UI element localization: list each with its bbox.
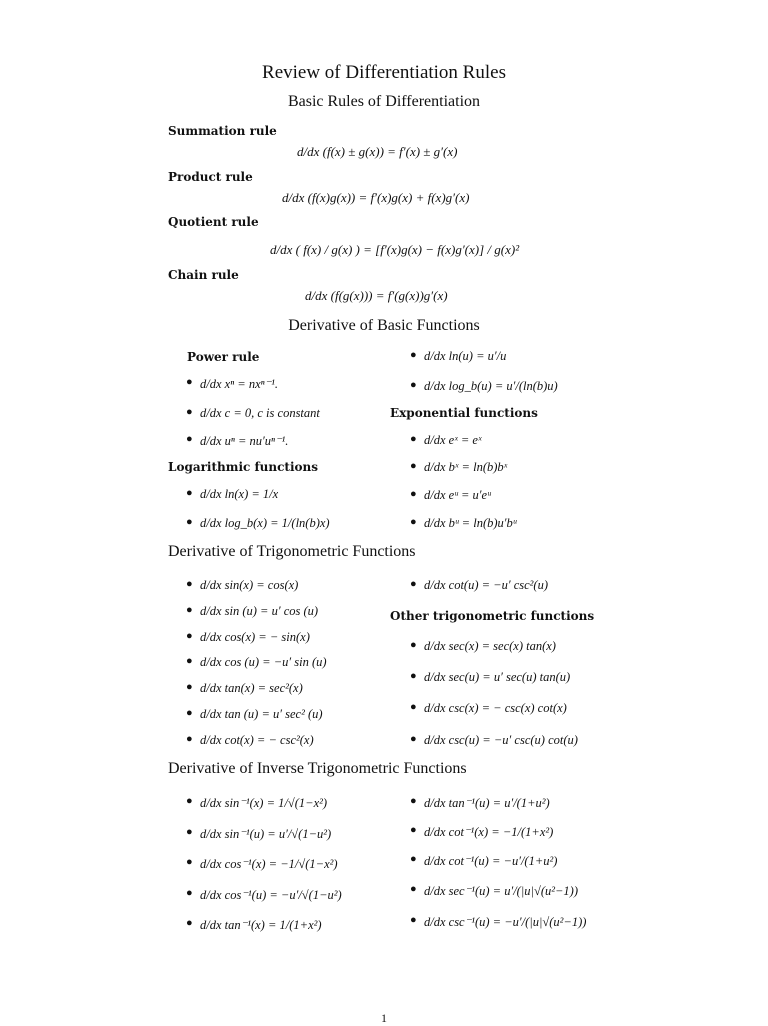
exponential-label: Exponential functions — [390, 406, 538, 420]
list-item: ● d/dx log_b(u) = u′/(ln(b)u) — [410, 379, 558, 393]
list-item: ● d/dx csc(x) = − csc(x) cot(x) — [410, 701, 567, 715]
list-item: ● d/dx log_b(x) = 1/(ln(b)x) — [186, 516, 330, 530]
quotient-rule-formula: d/dx ( f(x) / g(x) ) = [f′(x)g(x) − f(x)g′(x)] / g(x)² — [270, 242, 520, 257]
list-item: ● d/dx sec(x) = sec(x) tan(x) — [410, 639, 556, 653]
list-item: ● d/dx tan⁻¹(u) = u′/(1+u²) — [410, 795, 550, 810]
section-heading-trig: Derivative of Trigonometric Functions — [168, 543, 416, 560]
list-item: ● d/dx cot⁻¹(x) = −1/(1+x²) — [410, 824, 554, 839]
other-trig-label: Other trigonometric functions — [390, 609, 595, 623]
list-item: ● d/dx cos⁻¹(u) = −u′/√(1−u²) — [186, 887, 342, 902]
list-item: ● d/dx tan⁻¹(x) = 1/(1+x²) — [186, 917, 322, 932]
list-item: ● d/dx cot(u) = −u′ csc²(u) — [410, 578, 549, 592]
chain-rule-formula: d/dx (f(g(x))) = f′(g(x))g′(x) — [305, 288, 448, 303]
list-item: ● d/dx cot⁻¹(u) = −u′/(1+u²) — [410, 853, 558, 868]
list-item: ● d/dx sec(u) = u′ sec(u) tan(u) — [410, 670, 571, 684]
section-heading-basic-functions: Derivative of Basic Functions — [288, 317, 480, 334]
list-item: ● d/dx bᵘ = ln(b)u′bᵘ — [410, 516, 517, 530]
page-title: Review of Differentiation Rules — [262, 62, 506, 83]
list-item: ● d/dx tan(x) = sec²(x) — [186, 681, 303, 695]
list-item: ● d/dx csc⁻¹(u) = −u′/(|u|√(u²−1)) — [410, 914, 587, 929]
summation-rule-label: Summation rule — [168, 124, 277, 138]
chain-rule-label: Chain rule — [168, 268, 239, 282]
list-item: ● d/dx bˣ = ln(b)bˣ — [410, 460, 508, 474]
page-number: 1 — [381, 1011, 387, 1025]
list-item: ● d/dx csc(u) = −u′ csc(u) cot(u) — [410, 733, 578, 747]
list-item: ● d/dx sin (u) = u′ cos (u) — [186, 604, 319, 618]
list-item: ● d/dx ln(x) = 1/x — [186, 487, 279, 501]
list-item: ● d/dx ln(u) = u′/u — [410, 349, 507, 363]
product-rule-formula: d/dx (f(x)g(x)) = f′(x)g(x) + f(x)g′(x) — [282, 190, 470, 205]
summation-rule-formula: d/dx (f(x) ± g(x)) = f′(x) ± g′(x) — [297, 144, 458, 159]
list-item: ● d/dx sin(x) = cos(x) — [186, 578, 299, 592]
quotient-rule-label: Quotient rule — [168, 215, 259, 229]
list-item: ● d/dx xⁿ = nxⁿ⁻¹. — [186, 376, 279, 391]
list-item: ● d/dx cot(x) = − csc²(x) — [186, 733, 314, 747]
list-item: ● d/dx uⁿ = nu′uⁿ⁻¹. — [186, 433, 289, 448]
list-item: ● d/dx sin⁻¹(u) = u′/√(1−u²) — [186, 826, 332, 841]
list-item: ● d/dx cos (u) = −u′ sin (u) — [186, 655, 327, 669]
list-item: ● d/dx eˣ = eˣ — [410, 433, 482, 447]
section-heading-inverse-trig: Derivative of Inverse Trigonometric Functions — [168, 760, 467, 777]
list-item: ● d/dx tan (u) = u′ sec² (u) — [186, 707, 323, 721]
list-item: ● d/dx eᵘ = u′eᵘ — [410, 488, 491, 502]
product-rule-label: Product rule — [168, 170, 253, 184]
list-item: ● d/dx sec⁻¹(u) = u′/(|u|√(u²−1)) — [410, 883, 578, 898]
list-item: ● d/dx c = 0, c is constant — [186, 406, 320, 420]
list-item: ● d/dx sin⁻¹(x) = 1/√(1−x²) — [186, 795, 328, 810]
list-item: ● d/dx cos⁻¹(x) = −1/√(1−x²) — [186, 856, 338, 871]
list-item: ● d/dx cos(x) = − sin(x) — [186, 630, 310, 644]
section-heading-basic-rules: Basic Rules of Differentiation — [287, 93, 481, 110]
power-rule-label: Power rule — [187, 350, 260, 364]
logarithmic-label: Logarithmic functions — [168, 460, 318, 474]
